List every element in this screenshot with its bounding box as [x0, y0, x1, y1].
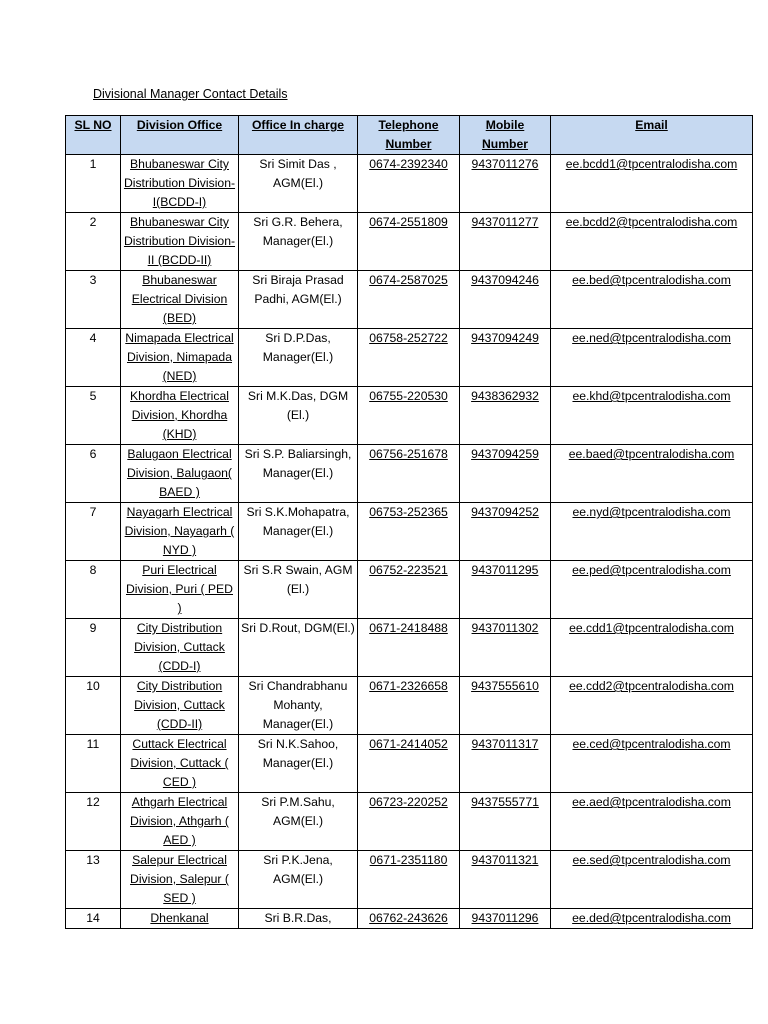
cell-division-office: Athgarh Electrical Division, Athgarh ( AED )	[121, 793, 239, 851]
cell-office-in-charge: Sri P.K.Jena, AGM(El.)	[239, 851, 358, 909]
cell-office-in-charge: Sri S.P. Baliarsingh, Manager(El.)	[239, 445, 358, 503]
table-row	[66, 271, 753, 329]
header-telephone: Telephone Number	[358, 116, 460, 155]
cell-office-in-charge: Sri Biraja Prasad Padhi, AGM(El.)	[239, 271, 358, 329]
cell-mobile: 9437555610	[460, 677, 551, 735]
cell-telephone: 06753-252365	[358, 503, 460, 561]
cell-division-office: Bhubaneswar City Distribution Division-I(BCDD-I)	[121, 155, 239, 213]
cell-telephone: 06758-252722	[358, 329, 460, 387]
cell-telephone: 06755-220530	[358, 387, 460, 445]
cell-email: ee.baed@tpcentralodisha.com	[551, 445, 753, 503]
page-title: Divisional Manager Contact Details	[93, 87, 288, 101]
contact-table	[65, 115, 753, 929]
cell-mobile: 9437011317	[460, 735, 551, 793]
cell-sl-no: 4	[66, 329, 121, 387]
cell-division-office: Nayagarh Electrical Division, Nayagarh ( NYD )	[121, 503, 239, 561]
cell-office-in-charge: Sri N.K.Sahoo, Manager(El.)	[239, 735, 358, 793]
cell-telephone: 0671-2326658	[358, 677, 460, 735]
cell-sl-no: 13	[66, 851, 121, 909]
cell-office-in-charge: Sri D.P.Das, Manager(El.)	[239, 329, 358, 387]
cell-mobile: 9437094249	[460, 329, 551, 387]
cell-email: ee.ned@tpcentralodisha.com	[551, 329, 753, 387]
cell-email: ee.cdd2@tpcentralodisha.com	[551, 677, 753, 735]
header-mobile: Mobile Number	[460, 116, 551, 155]
header-email: Email	[551, 116, 753, 155]
cell-division-office: Nimapada Electrical Division, Nimapada (NED)	[121, 329, 239, 387]
cell-mobile: 9437011277	[460, 213, 551, 271]
cell-telephone: 06723-220252	[358, 793, 460, 851]
cell-office-in-charge: Sri B.R.Das,	[239, 909, 358, 929]
cell-mobile: 9437555771	[460, 793, 551, 851]
cell-sl-no: 14	[66, 909, 121, 929]
cell-sl-no: 8	[66, 561, 121, 619]
header-office-in-charge: Office In charge	[239, 116, 358, 155]
cell-division-office: Bhubaneswar City Distribution Division-II (BCDD-II)	[121, 213, 239, 271]
cell-email: ee.cdd1@tpcentralodisha.com	[551, 619, 753, 677]
cell-email: ee.aed@tpcentralodisha.com	[551, 793, 753, 851]
table-row	[66, 213, 753, 271]
cell-mobile: 9437011296	[460, 909, 551, 929]
cell-telephone: 0674-2587025	[358, 271, 460, 329]
cell-sl-no: 5	[66, 387, 121, 445]
cell-email: ee.nyd@tpcentralodisha.com	[551, 503, 753, 561]
cell-division-office: Dhenkanal	[121, 909, 239, 929]
cell-telephone: 0674-2551809	[358, 213, 460, 271]
cell-telephone: 06756-251678	[358, 445, 460, 503]
cell-telephone: 06762-243626	[358, 909, 460, 929]
cell-mobile: 9437094252	[460, 503, 551, 561]
cell-sl-no: 9	[66, 619, 121, 677]
header-division-office: Division Office	[121, 116, 239, 155]
cell-mobile: 9437094259	[460, 445, 551, 503]
table-row	[66, 909, 753, 929]
cell-division-office: Balugaon Electrical Division, Balugaon( BAED )	[121, 445, 239, 503]
cell-mobile: 9437011321	[460, 851, 551, 909]
table-row	[66, 329, 753, 387]
cell-sl-no: 12	[66, 793, 121, 851]
table-row	[66, 735, 753, 793]
cell-office-in-charge: Sri S.R Swain, AGM (El.)	[239, 561, 358, 619]
table-row	[66, 445, 753, 503]
cell-sl-no: 1	[66, 155, 121, 213]
cell-email: ee.khd@tpcentralodisha.com	[551, 387, 753, 445]
cell-office-in-charge: Sri Chandrabhanu Mohanty, Manager(El.)	[239, 677, 358, 735]
cell-mobile: 9437094246	[460, 271, 551, 329]
cell-email: ee.ped@tpcentralodisha.com	[551, 561, 753, 619]
table-row	[66, 561, 753, 619]
cell-sl-no: 7	[66, 503, 121, 561]
cell-office-in-charge: Sri D.Rout, DGM(El.)	[239, 619, 358, 677]
table-row	[66, 619, 753, 677]
cell-email: ee.sed@tpcentralodisha.com	[551, 851, 753, 909]
cell-sl-no: 6	[66, 445, 121, 503]
cell-division-office: Puri Electrical Division, Puri ( PED )	[121, 561, 239, 619]
cell-division-office: Bhubaneswar Electrical Division (BED)	[121, 271, 239, 329]
cell-email: ee.ded@tpcentralodisha.com	[551, 909, 753, 929]
table-row	[66, 677, 753, 735]
cell-sl-no: 10	[66, 677, 121, 735]
cell-office-in-charge: Sri M.K.Das, DGM (El.)	[239, 387, 358, 445]
cell-mobile: 9437011276	[460, 155, 551, 213]
header-sl-no: SL NO	[66, 116, 121, 155]
cell-division-office: Cuttack Electrical Division, Cuttack ( CED )	[121, 735, 239, 793]
cell-mobile: 9437011302	[460, 619, 551, 677]
table-row	[66, 503, 753, 561]
cell-mobile: 9437011295	[460, 561, 551, 619]
cell-division-office: City Distribution Division, Cuttack (CDD-I)	[121, 619, 239, 677]
cell-division-office: City Distribution Division, Cuttack (CDD-II)	[121, 677, 239, 735]
cell-telephone: 06752-223521	[358, 561, 460, 619]
cell-sl-no: 2	[66, 213, 121, 271]
cell-sl-no: 3	[66, 271, 121, 329]
table-row	[66, 155, 753, 213]
table-header-row	[66, 116, 753, 155]
cell-email: ee.bed@tpcentralodisha.com	[551, 271, 753, 329]
cell-office-in-charge: Sri G.R. Behera, Manager(El.)	[239, 213, 358, 271]
cell-telephone: 0671-2414052	[358, 735, 460, 793]
cell-mobile: 9438362932	[460, 387, 551, 445]
cell-sl-no: 11	[66, 735, 121, 793]
cell-office-in-charge: Sri P.M.Sahu, AGM(El.)	[239, 793, 358, 851]
cell-division-office: Salepur Electrical Division, Salepur ( SED )	[121, 851, 239, 909]
cell-division-office: Khordha Electrical Division, Khordha (KHD)	[121, 387, 239, 445]
cell-email: ee.ced@tpcentralodisha.com	[551, 735, 753, 793]
table-row	[66, 387, 753, 445]
cell-telephone: 0674-2392340	[358, 155, 460, 213]
cell-email: ee.bcdd2@tpcentralodisha.com	[551, 213, 753, 271]
cell-telephone: 0671-2351180	[358, 851, 460, 909]
cell-email: ee.bcdd1@tpcentralodisha.com	[551, 155, 753, 213]
table-row	[66, 793, 753, 851]
cell-telephone: 0671-2418488	[358, 619, 460, 677]
cell-office-in-charge: Sri S.K.Mohapatra, Manager(El.)	[239, 503, 358, 561]
table-row	[66, 851, 753, 909]
cell-office-in-charge: Sri Simit Das , AGM(El.)	[239, 155, 358, 213]
